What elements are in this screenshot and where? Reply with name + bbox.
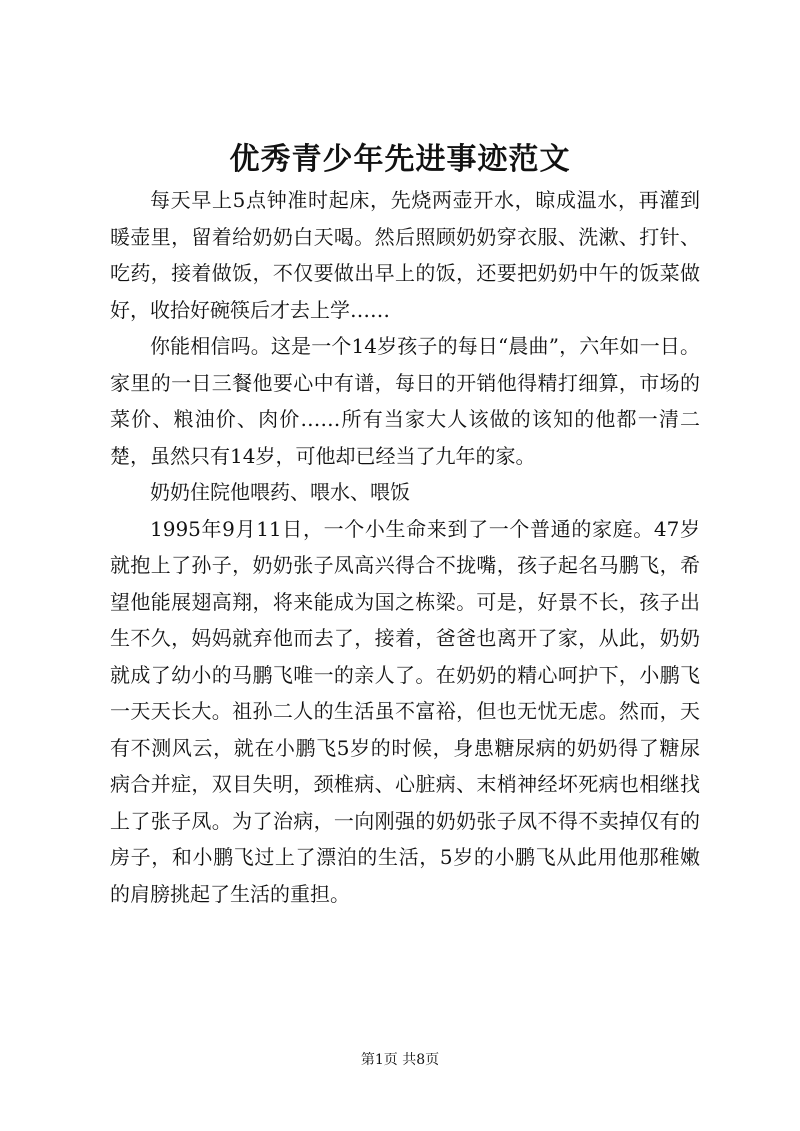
paragraph-daily-chores: 你能相信吗。这是一个14岁孩子的每日“晨曲”，六年如一日。家里的一日三餐他要心中有谱，每日的开销他得精打细算，市场的菜价、粮油价、肉价……所有当家大人该做的该知的他都一清二楚，虽然只有14岁，可他却已经当了九年的家。: [110, 334, 700, 468]
paragraph-background-story: 1995年9月11日，一个小生命来到了一个普通的家庭。47岁就抱上了孙子，奶奶张子凤高兴得合不拢嘴，孩子起名马鹏飞，希望他能展翅高翔，将来能成为国之栋梁。可是，好景不长，孩子出生不久，妈妈就弃他而去了，接着，爸爸也离开了家，从此，奶奶就成了幼小的马鹏飞唯一的亲人了。在奶奶的精心呵护下，小鹏飞一天天长大。祖孙二人的生活虽不富裕，但也无忧无虑。然而，天有不测风云，就在小鹏飞5岁的时候，身患糖尿病的奶奶得了糖尿病合并症，双目失明，颈椎病、心脏病、末梢神经坏死病也相继找上了张子凤。为了治病，一向刚强的奶奶张子凤不得不卖掉仅有的房子，和小鹏飞过上了漂泊的生活，5岁的小鹏飞从此用他那稚嫩的肩膀挑起了生活的重担。: [110, 516, 700, 906]
paragraph-subheading: 奶奶住院他喂药、喂水、喂饭: [150, 480, 410, 504]
page-footer: 第1页 共8页: [360, 1052, 440, 1068]
document-title: 优秀青少年先进事迹范文: [229, 142, 571, 177]
paragraph-morning-routine: 每天早上5点钟准时起床，先烧两壶开水，晾成温水，再灌到暖壶里，留着给奶奶白天喝。然后照顾奶奶穿衣服、洗漱、打针、吃药，接着做饭，不仅要做出早上的饭，还要把奶奶中午的饭菜做好，收拾好碗筷后才去上学……: [110, 188, 700, 322]
document-body: [110, 182, 700, 912]
